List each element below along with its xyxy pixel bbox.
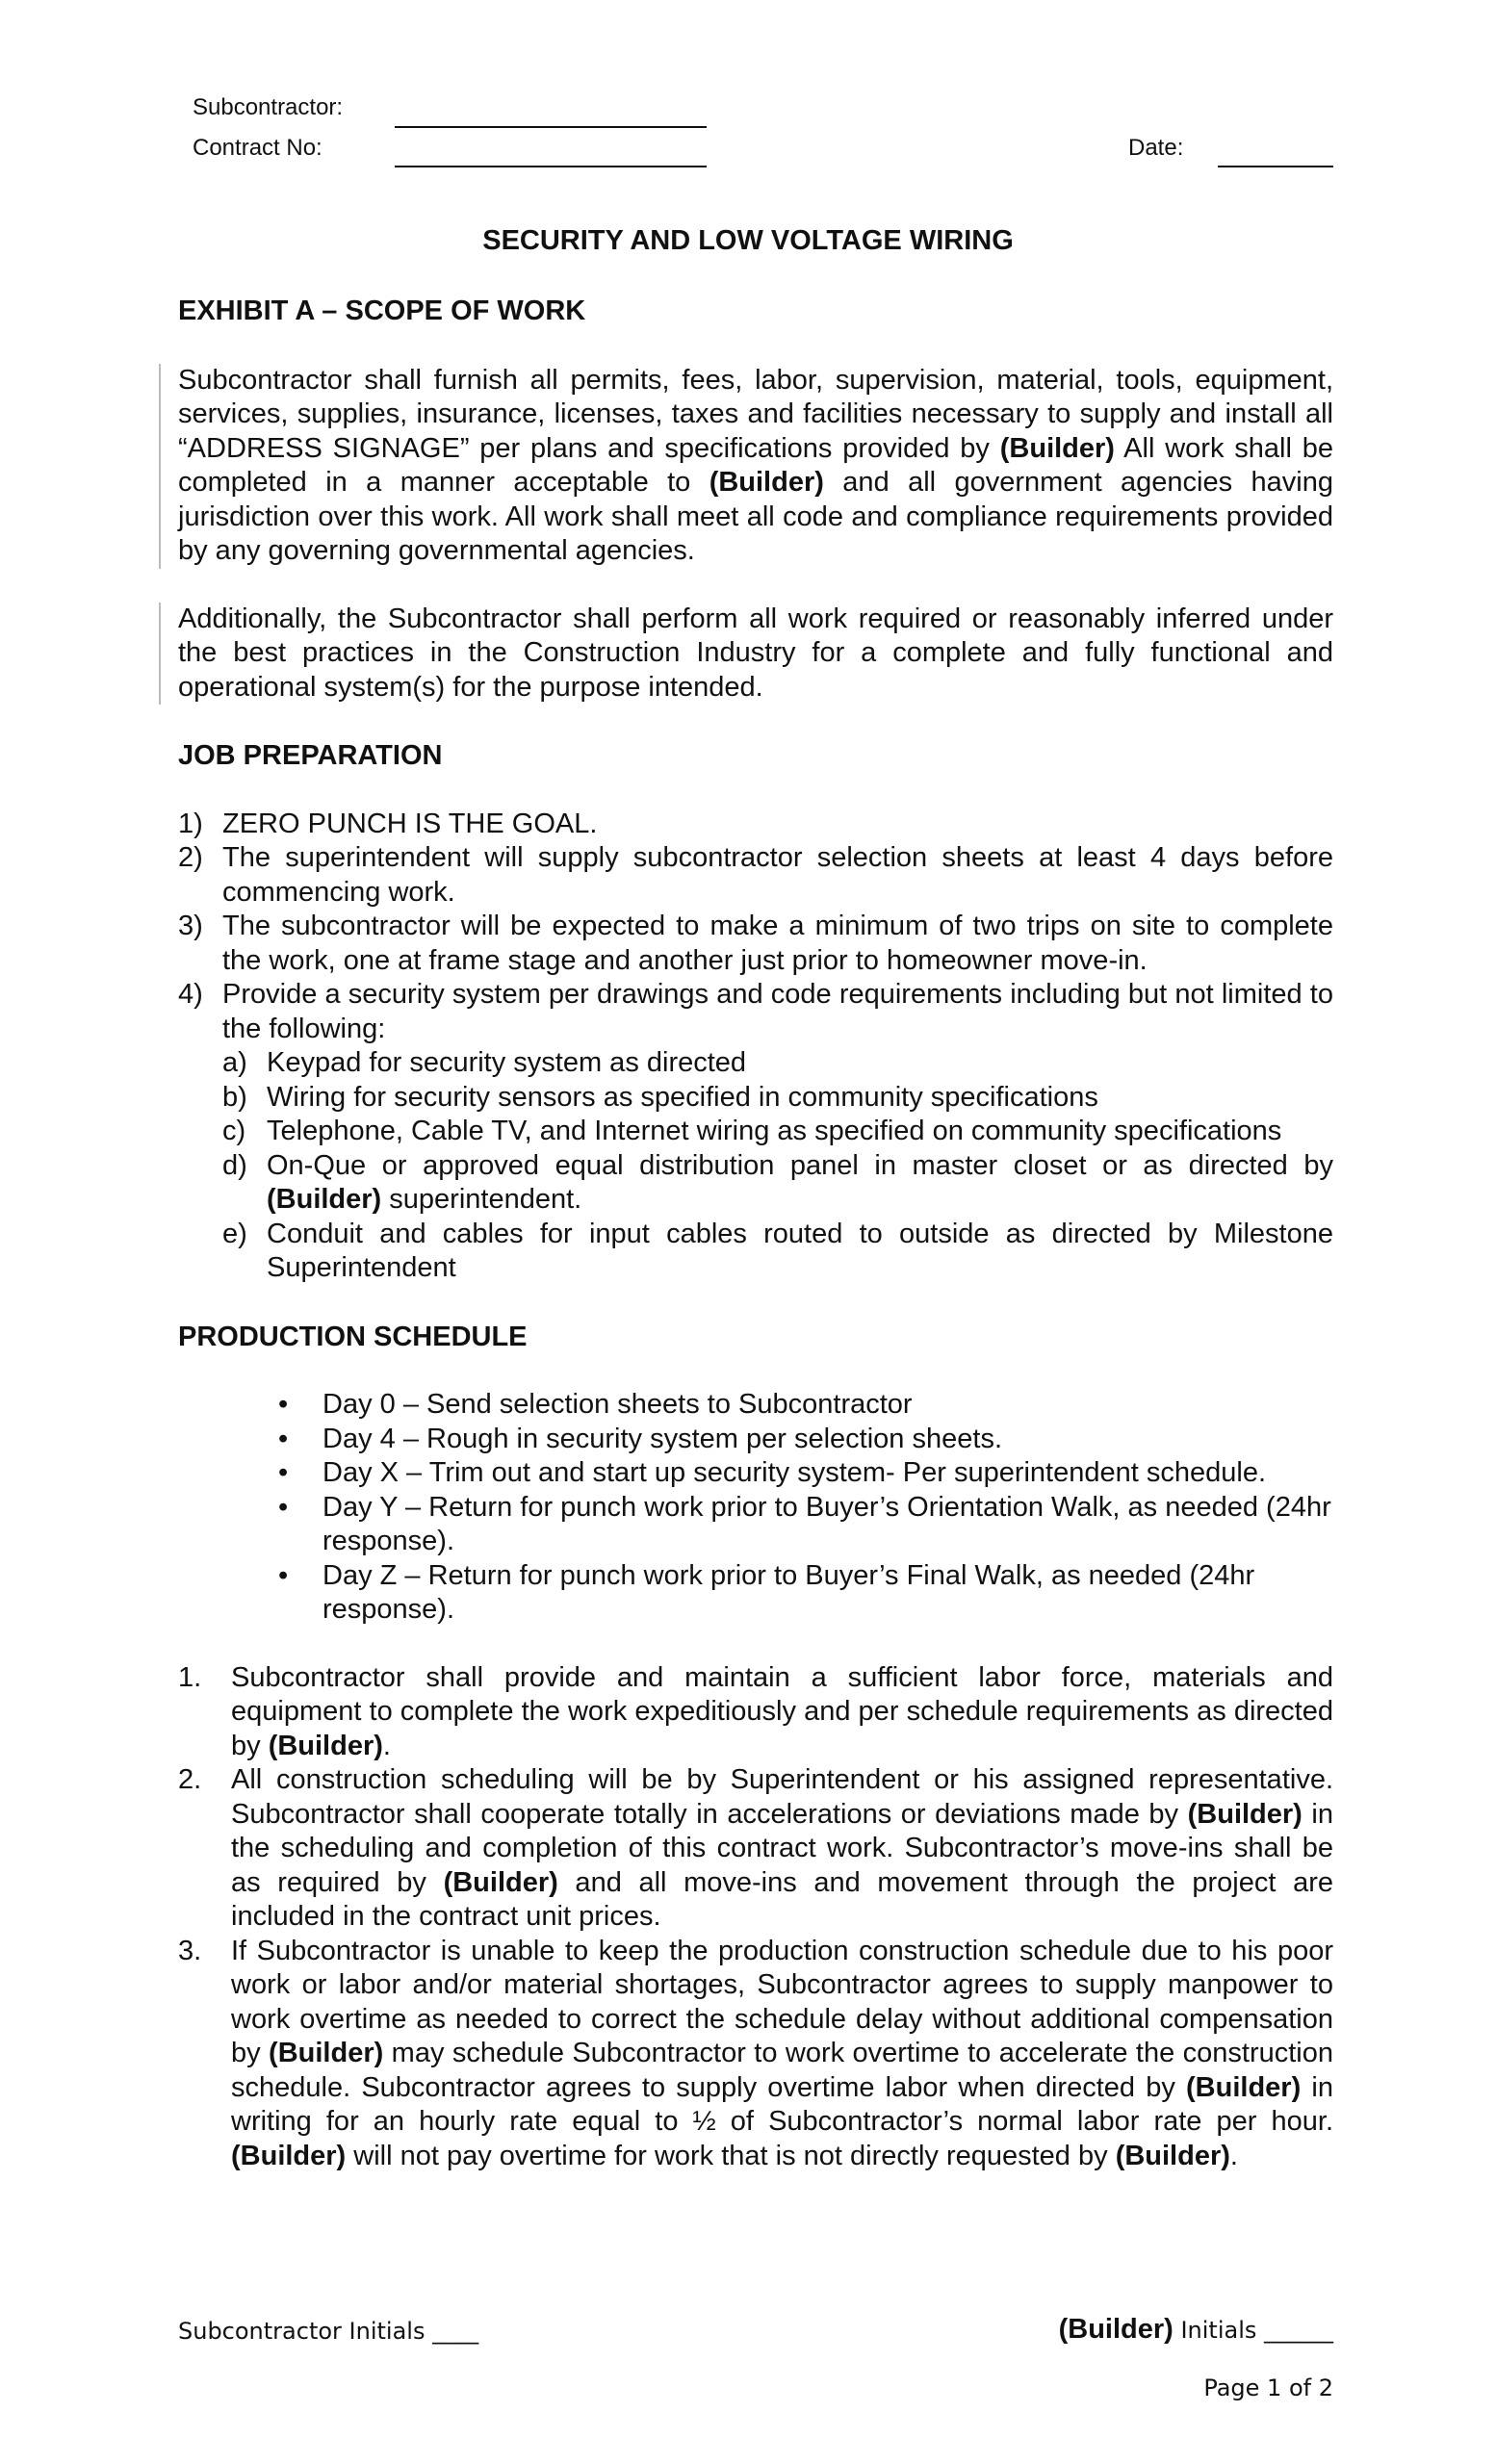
bullet-icon: • — [278, 1491, 289, 1523]
production-bullets — [178, 1388, 1333, 1628]
job-prep-heading: JOB PREPARATION — [178, 740, 443, 771]
sub-list-item: c) Telephone, Cable TV, and Internet wiring as specified on community specifications — [222, 1116, 1282, 1146]
list-item: 2) The superintendent will supply subcontractor selection sheets at least 4 days before commencing work. — [178, 842, 1333, 908]
scope-text: and all government agencies having jurisdiction over this work. All work shall meet all code and compliance requirements provided by any governing governmental agencies. — [178, 467, 1333, 566]
builder-ref: (Builder) — [231, 2140, 347, 2171]
list-item: 4) Provide a security system per drawings and code requirements including but not limited to the following: a) Keypad for security system as directed b) Wiring for security sensors as specified in community specifications c) Telephone, Cable TV, and Internet wiring as specified on community specifications d) On-Que or approved equal distribution panel in master closet or as directed by (Builder) superintendent. e) Conduit and cables for input cables routed to outside as directed by Milestone Superintendent — [178, 978, 1333, 1286]
contract-blank — [395, 146, 707, 167]
bullet-icon: • — [278, 1423, 289, 1454]
revision-bar — [159, 603, 161, 705]
job-prep-list — [178, 808, 1333, 1286]
subcontractor-label: Subcontractor: — [193, 94, 344, 120]
sub-list-item: a) Keypad for security system as directed — [222, 1047, 747, 1078]
job-prep-sublist — [222, 1046, 1333, 1286]
revision-bar — [159, 364, 161, 569]
document-body — [178, 289, 1333, 2173]
list-item: 1) ZERO PUNCH IS THE GOAL. — [178, 808, 598, 839]
subcontractor-blank — [395, 107, 707, 128]
terms-list — [178, 1661, 1333, 2174]
list-item: • Day Y – Return for punch work prior to Buyer’s Orientation Walk, as needed (24hr response). — [278, 1491, 1331, 1556]
list-item: 3) The subcontractor will be expected to make a minimum of two trips on site to complete the work, one at frame stage and another just prior to homeowner move-in. — [178, 911, 1333, 976]
builder-ref: (Builder) — [1115, 2140, 1230, 2171]
builder-ref: (Builder) — [1186, 2071, 1302, 2103]
list-item: 1. Subcontractor shall provide and maintain a sufficient labor force, materials and equipment to complete the work expeditiously and per schedule requirements as directed by (Builder). — [178, 1661, 1333, 1761]
production-heading: PRODUCTION SCHEDULE — [178, 1321, 528, 1352]
builder-ref: (Builder) — [267, 1184, 382, 1215]
list-item: • Day 0 – Send selection sheets to Subcontractor — [322, 1388, 1333, 1423]
list-item: 2. All construction scheduling will be by Superintendent or his assigned representative. Subcontractor shall cooperate totally in accelerations or deviations made by (Builder) in the scheduling and completion of this contract work. Subcontractor’s move-ins shall be as required by (Builder) and all move-ins and movement through the project are included in the contract unit prices. — [178, 1764, 1333, 1932]
exhibit-heading: EXHIBIT A – SCOPE OF WORK — [178, 295, 586, 326]
page-number: Page 1 of 2 — [1203, 2374, 1333, 2401]
date-blank — [1218, 146, 1333, 167]
document-title: SECURITY AND LOW VOLTAGE WIRING — [482, 225, 1014, 256]
list-item: 3. If Subcontractor is unable to keep the production construction schedule due to his poor work or labor and/or material shortages, Subcontractor agrees to supply manpower to work overtime as needed to correct the schedule delay without additional compensation by (Builder) may schedule Subcontractor to work overtime to accelerate the construction schedule. Subcontractor agrees to supply overtime labor when directed by (Builder) in writing for an hourly rate equal to ½ of Subcontractor’s normal labor rate per hour. (Builder) will not pay overtime for work that is not directly requested by (Builder). — [178, 1935, 1333, 2171]
bullet-icon: • — [278, 1457, 289, 1488]
scope-text: Subcontractor shall furnish all permits, fees, labor, supervision, material, tools, equipment, services, supplies, insurance, licenses, taxes and facilities necessary to supply and install all “ADDRESS SIGNAGE” per plans and specifications provided by — [178, 364, 1333, 464]
subcontractor-initials: Subcontractor Initials ____ — [178, 2318, 479, 2345]
builder-ref: (Builder) — [443, 1866, 558, 1898]
scope-text: All work shall be completed in a manner acceptable to — [178, 432, 1333, 498]
builder-ref: (Builder) — [999, 432, 1115, 464]
sub-list-item: d) On-Que or approved equal distribution panel in master closet or as directed by (Builder) superintendent. — [222, 1149, 1333, 1215]
scope-paragraph-2 — [178, 603, 1333, 706]
builder-ref: (Builder) — [268, 1730, 383, 1761]
list-item: • Day 4 – Rough in security system per selection sheets. — [322, 1423, 1333, 1457]
builder-ref: (Builder) — [269, 2038, 384, 2068]
contract-line — [193, 135, 322, 162]
sub-list-item: b) Wiring for security sensors as specified in community specifications — [222, 1081, 1098, 1113]
subcontractor-line — [193, 94, 343, 121]
bullet-icon: • — [278, 1559, 289, 1591]
builder-initials: (Builder) Initials ______ — [1058, 2314, 1333, 2345]
sub-list-item: e) Conduit and cables for input cables routed to outside as directed by Milestone Superintendent — [222, 1218, 1333, 1283]
scope-text: Additionally, the Subcontractor shall perform all work required or reasonably inferred under the best practices in the Construction Industry for a complete and fully functional and operational system(s) for the purpose intended. — [178, 603, 1333, 703]
list-item: • Day Z – Return for punch work prior to Buyer’s Final Walk, as needed (24hr response). — [278, 1559, 1255, 1625]
builder-ref: (Builder) — [1058, 2314, 1174, 2345]
builder-ref: (Builder) — [709, 467, 824, 498]
builder-ref: (Builder) — [1187, 1798, 1303, 1830]
scope-paragraph-1 — [178, 364, 1333, 569]
list-item: • Day X – Trim out and start up security system- Per superintendent schedule. — [322, 1456, 1333, 1491]
date-label: Date: — [1128, 135, 1184, 161]
contract-label: Contract No: — [193, 135, 322, 161]
date-line — [1128, 135, 1183, 162]
bullet-icon: • — [278, 1389, 289, 1420]
